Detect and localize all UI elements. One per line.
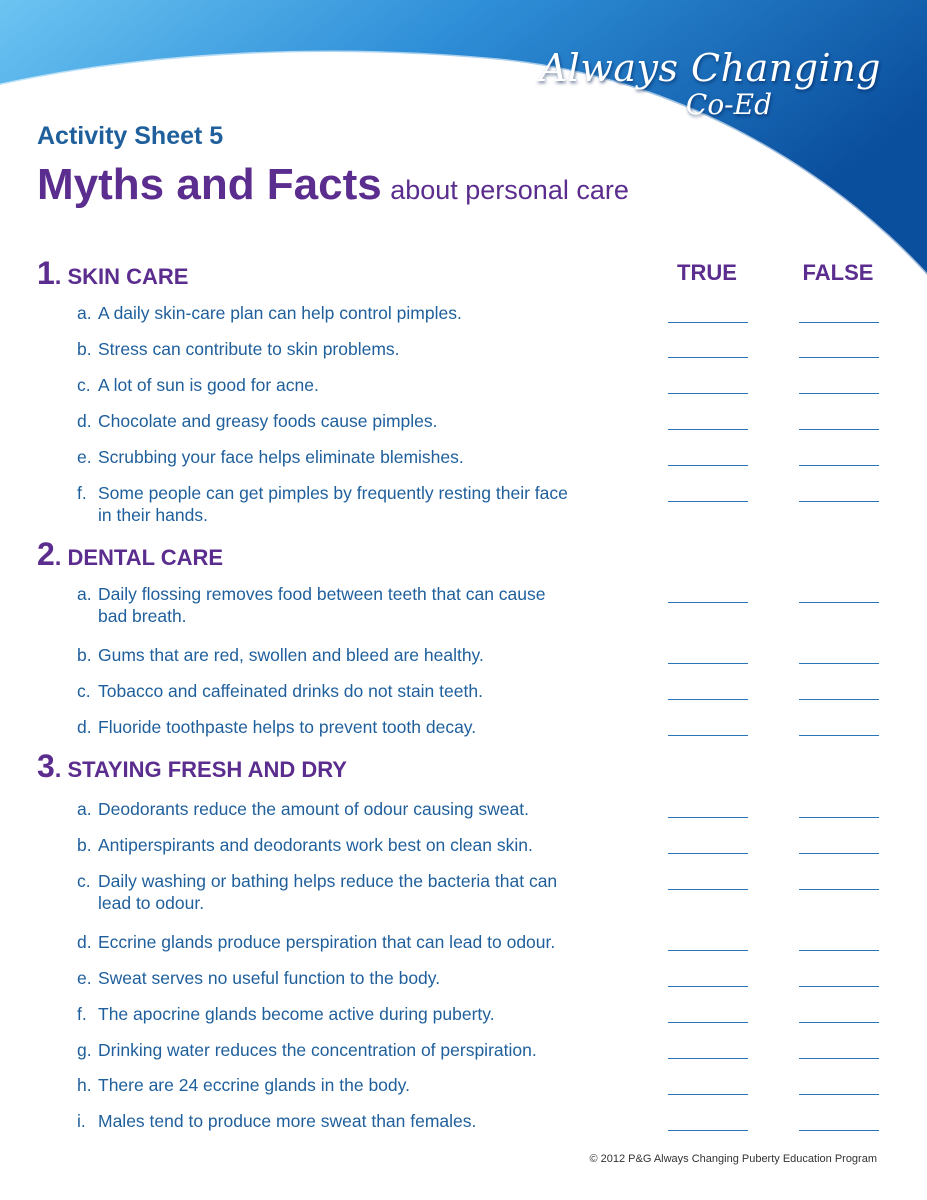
copyright-footer: © 2012 P&G Always Changing Puberty Education Program	[589, 1153, 877, 1165]
false-answer-blank[interactable]	[799, 602, 879, 603]
true-answer-blank[interactable]	[668, 393, 748, 394]
statement-item	[77, 374, 637, 396]
true-answer-blank[interactable]	[668, 322, 748, 323]
false-answer-blank[interactable]	[799, 393, 879, 394]
item-text: Drinking water reduces the concentration of perspiration.	[98, 1040, 537, 1060]
section-number: 1	[37, 255, 55, 291]
item-text: Stress can contribute to skin problems.	[98, 339, 400, 359]
true-answer-blank[interactable]	[668, 602, 748, 603]
false-answer-blank[interactable]	[799, 1058, 879, 1059]
statement-item	[77, 446, 637, 468]
item-letter: d.	[77, 932, 92, 952]
item-letter: b.	[77, 645, 92, 665]
item-letter: g.	[77, 1040, 92, 1060]
section-number: 2	[37, 536, 55, 572]
item-text: Tobacco and caffeinated drinks do not stain teeth.	[98, 681, 483, 701]
false-answer-blank[interactable]	[799, 699, 879, 700]
true-answer-blank[interactable]	[668, 357, 748, 358]
item-letter: c.	[77, 681, 91, 701]
statement-item	[77, 1003, 637, 1025]
true-answer-blank[interactable]	[668, 465, 748, 466]
statement-item	[77, 302, 637, 324]
item-text: Eccrine glands produce perspiration that can lead to odour.	[98, 932, 556, 952]
true-answer-blank[interactable]	[668, 889, 748, 890]
item-text: Deodorants reduce the amount of odour causing sweat.	[98, 799, 529, 819]
statement-item	[77, 931, 637, 953]
brand-logo-subtitle: Co-Ed	[685, 88, 772, 121]
item-letter: f.	[77, 1004, 87, 1024]
true-answer-blank[interactable]	[668, 699, 748, 700]
section-number: 3	[37, 748, 55, 784]
false-answer-blank[interactable]	[799, 817, 879, 818]
item-letter: d.	[77, 717, 92, 737]
item-letter: c.	[77, 871, 91, 891]
section-heading-skin-care	[37, 255, 188, 292]
statement-item	[77, 834, 637, 856]
activity-sheet-label: Activity Sheet 5	[37, 122, 224, 150]
item-text: The apocrine glands become active during puberty.	[98, 1004, 495, 1024]
statement-item	[77, 644, 637, 666]
item-letter: e.	[77, 968, 92, 988]
item-letter: i.	[77, 1111, 86, 1131]
item-text: Gums that are red, swollen and bleed are healthy.	[98, 645, 484, 665]
item-letter: f.	[77, 483, 87, 503]
item-letter: b.	[77, 835, 92, 855]
true-answer-blank[interactable]	[668, 817, 748, 818]
true-answer-blank[interactable]	[668, 1130, 748, 1131]
item-letter: h.	[77, 1075, 92, 1095]
section-number-dot: .	[54, 756, 62, 783]
false-answer-blank[interactable]	[799, 735, 879, 736]
item-text: Daily flossing removes food between teeth that can cause bad breath.	[98, 584, 546, 626]
page-title-main: Myths and Facts	[37, 160, 382, 209]
section-number-dot: .	[54, 263, 62, 290]
item-text: Scrubbing your face helps eliminate blemishes.	[98, 447, 464, 467]
true-column-header: TRUE	[677, 260, 737, 285]
false-answer-blank[interactable]	[799, 501, 879, 502]
item-text: Some people can get pimples by frequently resting their face in their hands.	[98, 483, 568, 525]
false-answer-blank[interactable]	[799, 465, 879, 466]
item-letter: c.	[77, 375, 91, 395]
false-answer-blank[interactable]	[799, 322, 879, 323]
false-answer-blank[interactable]	[799, 429, 879, 430]
true-answer-blank[interactable]	[668, 950, 748, 951]
statement-item	[77, 583, 568, 627]
false-answer-blank[interactable]	[799, 853, 879, 854]
true-answer-blank[interactable]	[668, 986, 748, 987]
true-answer-blank[interactable]	[668, 735, 748, 736]
false-answer-blank[interactable]	[799, 1130, 879, 1131]
item-letter: a.	[77, 584, 92, 604]
true-answer-blank[interactable]	[668, 853, 748, 854]
item-text: Daily washing or bathing helps reduce the bacteria that can lead to odour.	[98, 871, 558, 913]
item-text: Males tend to produce more sweat than females.	[98, 1111, 477, 1131]
brand-logo-title: Always Changing	[539, 46, 881, 90]
statement-item	[77, 410, 637, 432]
false-column-header: FALSE	[802, 260, 874, 285]
item-text: A lot of sun is good for acne.	[98, 375, 319, 395]
true-answer-blank[interactable]	[668, 663, 748, 664]
item-text: Fluoride toothpaste helps to prevent tooth decay.	[98, 717, 477, 737]
item-letter: e.	[77, 447, 92, 467]
item-letter: b.	[77, 339, 92, 359]
true-answer-blank[interactable]	[668, 1058, 748, 1059]
item-text: A daily skin-care plan can help control pimples.	[98, 303, 462, 323]
item-text: Chocolate and greasy foods cause pimples.	[98, 411, 438, 431]
section-heading-dental-care	[37, 536, 223, 573]
false-answer-blank[interactable]	[799, 889, 879, 890]
false-answer-blank[interactable]	[799, 1022, 879, 1023]
item-text: Sweat serves no useful function to the body.	[98, 968, 441, 988]
statement-item	[77, 798, 637, 820]
false-answer-blank[interactable]	[799, 986, 879, 987]
true-answer-blank[interactable]	[668, 501, 748, 502]
true-answer-blank[interactable]	[668, 1022, 748, 1023]
statement-item	[77, 680, 637, 702]
statement-item	[77, 967, 637, 989]
statement-item	[77, 338, 637, 360]
item-text: Antiperspirants and deodorants work best on clean skin.	[98, 835, 533, 855]
item-letter: d.	[77, 411, 92, 431]
section-heading-staying-fresh	[37, 748, 347, 785]
statement-item	[77, 1039, 637, 1061]
false-answer-blank[interactable]	[799, 950, 879, 951]
false-answer-blank[interactable]	[799, 357, 879, 358]
page-title	[37, 160, 629, 210]
page-title-sub: about personal care	[390, 175, 629, 205]
true-answer-blank[interactable]	[668, 1094, 748, 1095]
item-letter: a.	[77, 799, 92, 819]
statement-item	[77, 1074, 637, 1096]
section-title: DENTAL CARE	[67, 545, 224, 570]
true-answer-blank[interactable]	[668, 429, 748, 430]
statement-item	[77, 870, 568, 914]
section-title: SKIN CARE	[67, 264, 189, 289]
item-text: There are 24 eccrine glands in the body.	[98, 1075, 410, 1095]
false-answer-blank[interactable]	[799, 663, 879, 664]
statement-item	[77, 482, 568, 526]
statement-item	[77, 716, 637, 738]
section-number-dot: .	[54, 544, 62, 571]
false-answer-blank[interactable]	[799, 1094, 879, 1095]
statement-item	[77, 1110, 637, 1132]
section-title: STAYING FRESH AND DRY	[67, 757, 347, 782]
item-letter: a.	[77, 303, 92, 323]
